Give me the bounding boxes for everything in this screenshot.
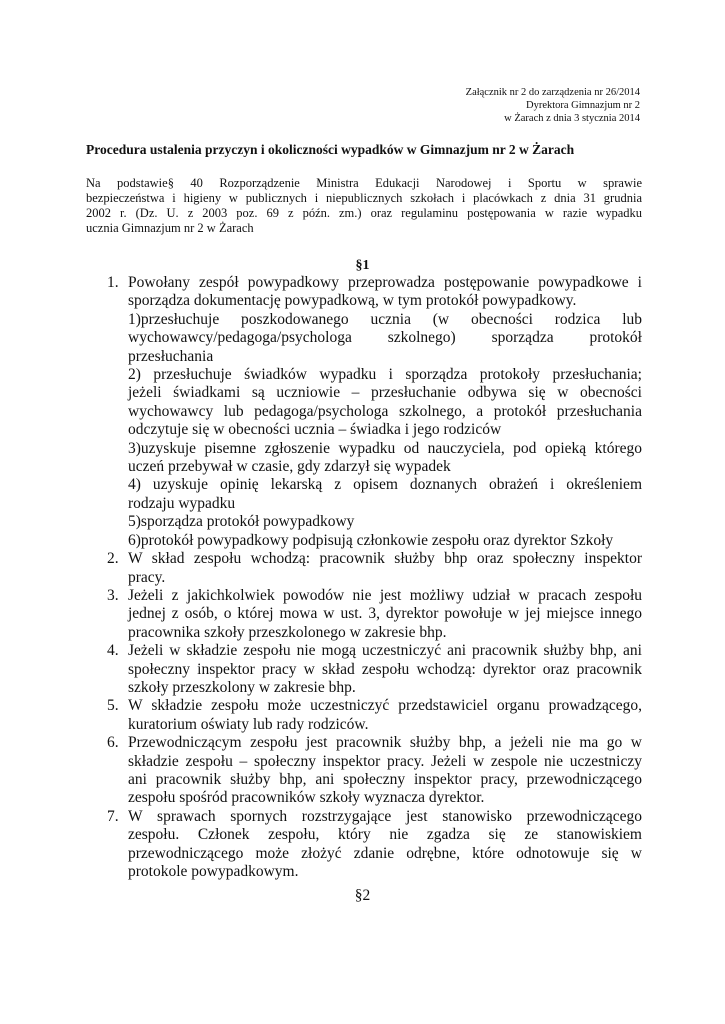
legal-basis-paragraph <box>86 176 642 236</box>
list-item-line: W składzie zespołu może uczestniczyć przedstawiciel organu prowadzącego, <box>128 697 642 715</box>
list-item <box>107 274 642 550</box>
list-item-line: 6)protokół powypadkowy podpisują członkowie zespołu oraz dyrektor Szkoły <box>128 531 614 549</box>
list-item-number: 5. <box>107 697 119 715</box>
list-item-number: 6. <box>107 734 119 752</box>
list-item-number: 1. <box>107 274 119 291</box>
procedure-list <box>107 274 642 881</box>
list-item-line: 5)sporządza protokół powypadkowy <box>128 513 355 531</box>
list-item-line: pracy. <box>128 568 166 586</box>
list-item-line: protokole powypadkowym. <box>128 863 299 880</box>
annex-note-line: Załącznik nr 2 do zarządzenia nr 26/2014 <box>465 87 640 98</box>
section-heading-1: §1 <box>355 258 370 273</box>
list-item-line: zespołu spośród pracowników szkoły wyznacza dyrektor. <box>128 789 485 807</box>
legal-basis-line: Na podstawie§ 40 Rozporządzenie Ministra Edukacji Narodowej i Sportu w sprawie <box>86 176 642 190</box>
list-item-number: 7. <box>107 807 119 825</box>
list-item <box>107 734 642 808</box>
list-item-line: jednej z osób, o której mowa w ust. 3, dyrektor powołuje w jej miejsce innego <box>128 605 642 623</box>
list-item-line: Jeżeli w składzie zespołu nie mogą uczestniczyć ani pracownik służby bhp, ani <box>128 642 642 660</box>
list-item-line: Jeżeli z jakichkolwiek powodów nie jest możliwy udział w pracach zespołu <box>128 586 642 604</box>
list-item <box>107 642 642 697</box>
list-item-line: przesłuchania <box>128 347 214 365</box>
list-item-line: odczytuje się w obecności ucznia – świadka i jego rodziców <box>128 421 502 439</box>
list-item-line: przewodniczącego może złożyć zdanie odrębne, które odnotowuje się w <box>128 844 642 862</box>
list-item-line: 3)uzyskuje pisemne zgłoszenie wypadku od nauczyciela, pod opieką którego <box>128 439 642 457</box>
list-item-line: Powołany zespół powypadkowy przeprowadza postępowanie powypadkowe i <box>128 274 642 291</box>
annex-note-line: Dyrektora Gimnazjum nr 2 <box>525 100 640 111</box>
list-item-line: społeczny inspektor pracy w skład zespołu wchodzą: dyrektor oraz pracownik <box>128 660 642 678</box>
list-item-line: ani pracownik służby bhp, ani społeczny inspektor pracy, przewodniczącego <box>128 770 642 788</box>
list-item-line: W sprawach spornych rozstrzygające jest stanowisko przewodniczącego <box>128 807 642 825</box>
list-item-line: uczeń przebywał w czasie, gdy zdarzył się wypadek <box>128 458 451 476</box>
list-item-number: 4. <box>107 642 119 660</box>
list-item-line: 1)przesłuchuje poszkodowanego ucznia (w obecności rodzica lub <box>128 310 642 328</box>
list-item-line: 2) przesłuchuje świadków wypadku i sporządza protokoły przesłuchania; <box>128 366 642 384</box>
legal-basis-line: 2002 r. (Dz. U. z 2003 poz. 69 z późn. zm.) oraz regulaminu postępowania w razie wypadku <box>86 206 642 220</box>
list-item-number: 3. <box>107 586 119 604</box>
list-item-line: jeżeli świadkami są uczniowie – przesłuchanie odbywa się w obecności <box>128 384 642 402</box>
list-item <box>107 697 642 734</box>
list-item-line: sporządza dokumentację powypadkową, w tym protokół powypadkowy. <box>128 292 577 310</box>
list-item-line: kuratorium oświaty lub rady rodziców. <box>128 715 369 733</box>
list-item-line: Przewodniczącym zespołu jest pracownik służby bhp, a jeżeli nie ma go w <box>128 734 642 752</box>
list-item-line: 4) uzyskuje opinię lekarską z opisem doznanych obrażeń i określeniem <box>128 476 642 494</box>
document-title: Procedura ustalenia przyczyn i okoliczności wypadków w Gimnazjum nr 2 w Żarach <box>86 142 575 157</box>
list-item-line: zespołu. Członek zespołu, który nie zgadza się ze stanowiskiem <box>128 826 642 844</box>
list-item-number: 2. <box>107 550 119 568</box>
list-item <box>107 550 642 587</box>
list-item-line: składzie zespołu – społeczny inspektor pracy. Jeżeli w zespole nie uczestniczy <box>128 752 642 770</box>
list-item-line: wychowawcy lub pedagoga/psychologa szkolnego, a protokół przesłuchania <box>128 402 642 420</box>
list-item <box>107 808 642 882</box>
list-item-line: wychowawcy/pedagoga/psychologa szkolnego) sporządza protokół <box>128 329 642 347</box>
legal-basis-line: bezpieczeństwa i higieny w publicznych i niepublicznych szkołach i placówkach z dnia 31 grudnia <box>86 191 642 205</box>
annex-note <box>466 86 640 125</box>
list-item-line: rodzaju wypadku <box>128 494 236 512</box>
annex-note-line: w Żarach z dnia 3 stycznia 2014 <box>504 113 640 124</box>
section-heading-2: §2 <box>354 887 371 904</box>
legal-basis-line: ucznia Gimnazjum nr 2 w Żarach <box>86 221 254 235</box>
list-item-line: szkoły przeszkolony w zakresie bhp. <box>128 678 356 696</box>
list-item-line: pracownika szkoły przeszkolonego w zakresie bhp. <box>128 623 447 641</box>
list-item <box>107 587 642 642</box>
list-item-line: W skład zespołu wchodzą: pracownik służby bhp oraz społeczny inspektor <box>128 550 642 568</box>
